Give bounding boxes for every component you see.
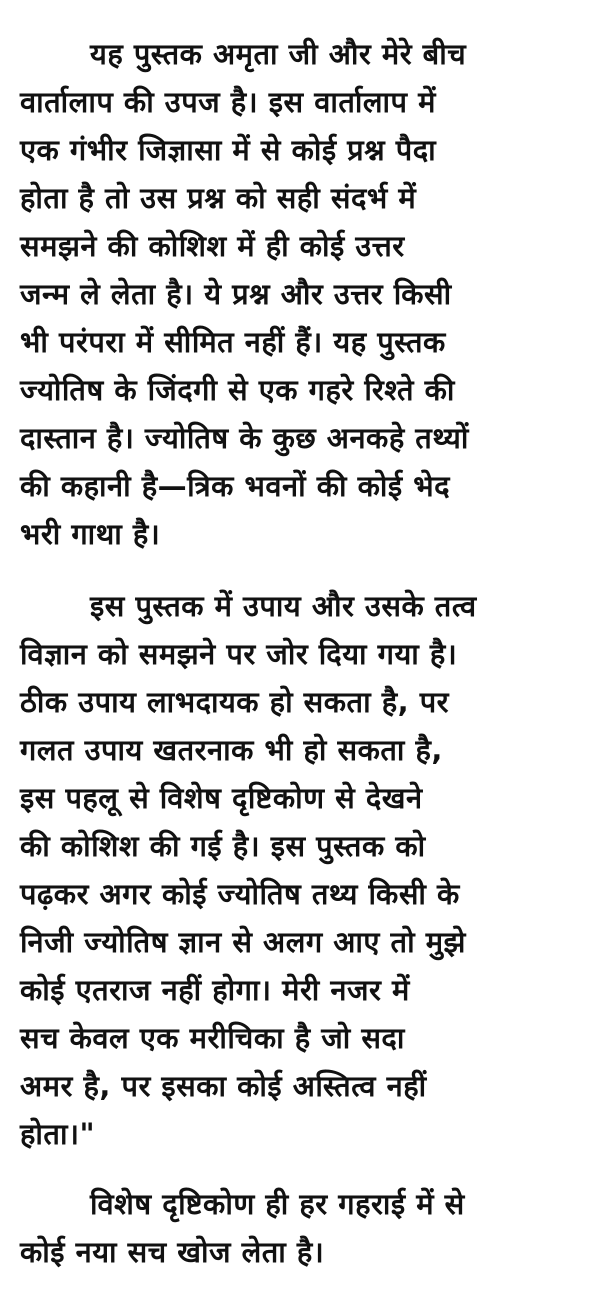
paragraph-2-line-6: की कोशिश की गई है। इस पुस्तक को bbox=[20, 829, 426, 863]
paragraph-2-line-3: ठीक उपाय लाभदायक हो सकता है, पर bbox=[20, 685, 450, 719]
paragraph-1-line-11: भरी गाथा है। bbox=[20, 517, 161, 551]
paragraph-2-line-10: सच केवल एक मरीचिका है जो सदा bbox=[20, 1021, 405, 1055]
paragraph-3-line-1: विशेष दृष्टिकोण ही हर गहराई में से bbox=[90, 1187, 465, 1221]
paragraph-2-line-2: विज्ञान को समझने पर जोर दिया गया है। bbox=[20, 637, 458, 671]
paragraph-1-line-4: होता है तो उस प्रश्न को सही संदर्भ में bbox=[20, 181, 417, 215]
paragraph-2-line-7: पढ़कर अगर कोई ज्योतिष तथ्य किसी के bbox=[20, 877, 460, 911]
paragraph-1-line-9: दास्तान है। ज्योतिष के कुछ अनकहे तथ्यों bbox=[20, 421, 469, 455]
paragraph-3-line-2: कोई नया सच खोज लेता है। bbox=[20, 1235, 325, 1269]
paragraph-2-line-8: निजी ज्योतिष ज्ञान से अलग आए तो मुझे bbox=[20, 925, 466, 959]
paragraph-2-line-5: इस पहलू से विशेष दृष्टिकोण से देखने bbox=[20, 781, 423, 815]
paragraph-1-line-7: भी परंपरा में सीमित नहीं हैं। यह पुस्तक bbox=[20, 325, 446, 359]
paragraph-2-line-11: अमर है, पर इसका कोई अस्तित्व नहीं bbox=[20, 1069, 427, 1103]
paragraph-1-line-1: यह पुस्तक अमृता जी और मेरे बीच bbox=[90, 37, 467, 71]
paragraph-2-line-1: इस पुस्तक में उपाय और उसके तत्व bbox=[90, 589, 477, 623]
paragraph-1-line-3: एक गंभीर जिज्ञासा में से कोई प्रश्न पैदा bbox=[20, 133, 437, 167]
paragraph-2-line-9: कोई एतराज नहीं होगा। मेरी नजर में bbox=[20, 973, 410, 1007]
paragraph-2-line-12: होता।" bbox=[20, 1117, 96, 1151]
paragraph-1-line-10: की कहानी है—त्रिक भवनों की कोई भेद bbox=[20, 469, 451, 503]
paragraph-1-line-2: वार्तालाप की उपज है। इस वार्तालाप में bbox=[20, 85, 436, 119]
paragraph-1-line-5: समझने की कोशिश में ही कोई उत्तर bbox=[20, 229, 405, 263]
paragraph-2-line-4: गलत उपाय खतरनाक भी हो सकता है, bbox=[20, 733, 443, 767]
paragraph-1-line-6: जन्म ले लेता है। ये प्रश्न और उत्तर किसी bbox=[20, 277, 452, 311]
paragraph-1-line-8: ज्योतिष के जिंदगी से एक गहरे रिश्ते की bbox=[20, 373, 455, 407]
